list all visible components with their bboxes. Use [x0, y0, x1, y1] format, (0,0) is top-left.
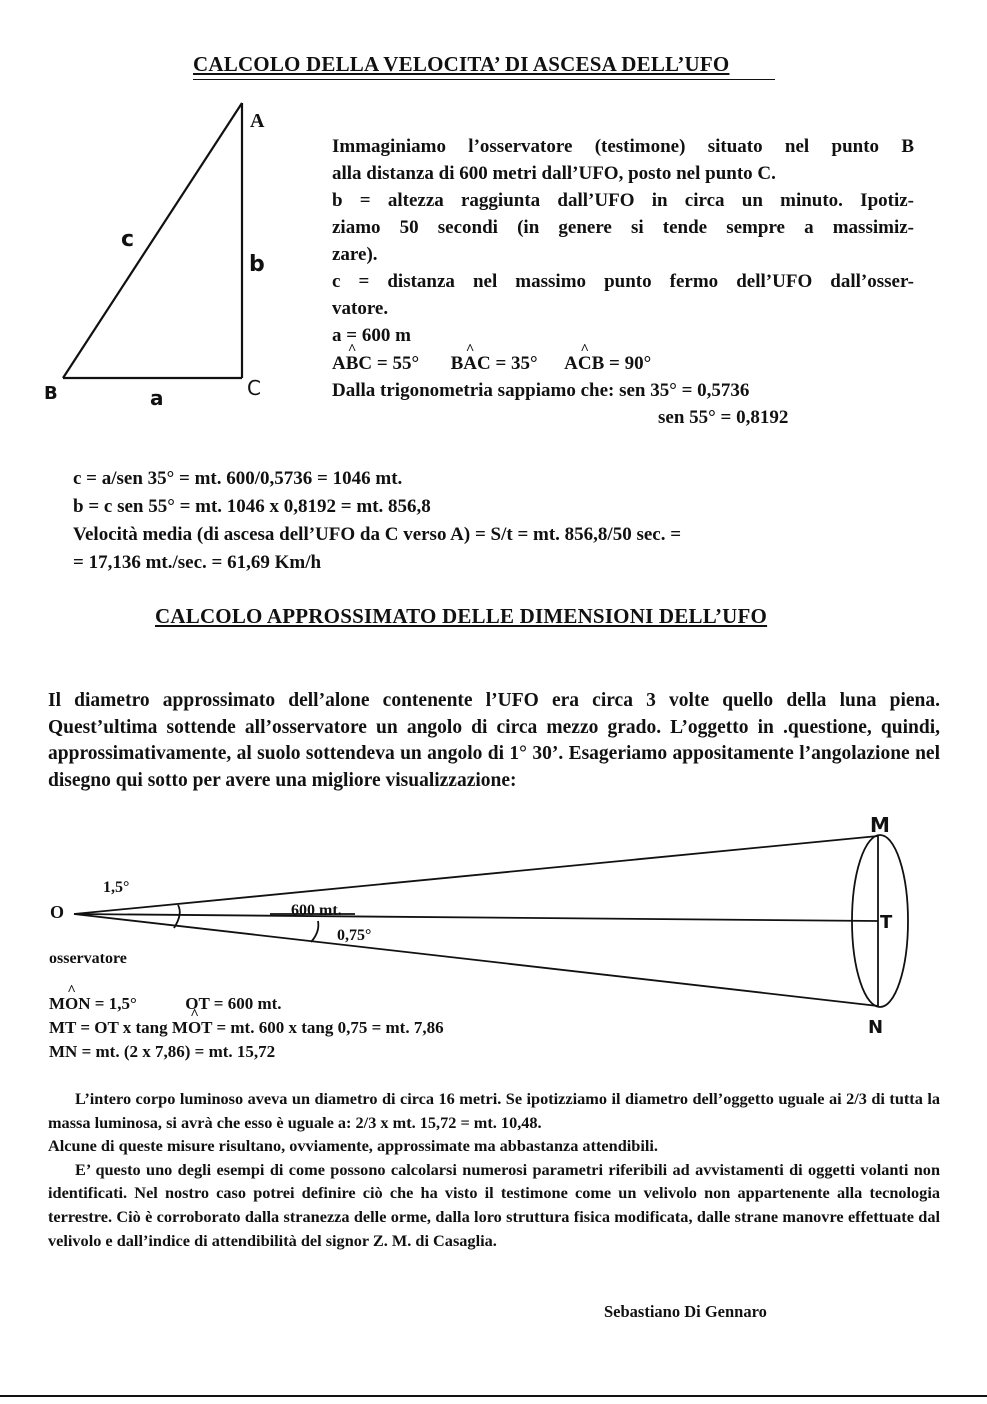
- formula-mon: M^ ON = 1,5° OT = 600 mt.: [49, 992, 444, 1016]
- point-o-label: O: [50, 902, 65, 922]
- closing-paragraph-1: L’intero corpo luminoso aveva un diametro di circa 16 metri. Se ipotizziamo il diametro dell’oggetto uguale ai 2/3 di tutta la massa luminosa, si avrà che esso è uguale a: 2/3 x mt. 15,72 = mt. 10,48.: [48, 1089, 940, 1132]
- vertex-a-label: A: [250, 110, 265, 132]
- bottom-border: [0, 1395, 987, 1397]
- calc-line: b = c sen 55° = mt. 1046 x 0,8192 = mt. 856,8: [73, 496, 431, 517]
- trig-line-2: sen 55° = 0,8192: [658, 407, 789, 428]
- side-a-label: a: [150, 386, 164, 410]
- text-line: c = distanza nel massimo punto fermo dell’UFO dall’osser-: [332, 271, 914, 292]
- point-t-label: T: [880, 912, 893, 933]
- formula-mt: MT = OT x tang M^ OT = mt. 600 x tang 0,75 = mt. 7,86: [49, 1016, 444, 1040]
- angle-abc: A^ BC = 55°: [332, 353, 419, 374]
- section-title-velocity: CALCOLO DELLA VELOCITA’ DI ASCESA DELL’UFO: [193, 52, 730, 76]
- formula-ot: OT = 600 mt.: [185, 994, 282, 1013]
- ray-om: [74, 836, 878, 914]
- trig-line-1: Dalla trigonometria sappiamo che: sen 35° = 0,5736: [332, 380, 750, 401]
- point-n-label: N: [868, 1017, 884, 1038]
- text-line: vatore.: [332, 298, 389, 319]
- closing-paragraph-3: E’ questo uno degli esempi di come possono calcolarsi numerosi parametri riferibili ad avvistamenti di oggetti volanti non identificati. Nel nostro caso potrei definire ciò che ha visto il testimone come un velivolo non appartenente alla tecnologia terrestre. Ciò è corroborato dalla stranezza delle orme, dalla loro struttura fisica modificata, dalle strane manovre effettuate dal velivolo e dall’indice di attendibilità del signor Z. M. di Casaglia.: [48, 1159, 940, 1250]
- calc-line: c = a/sen 35° = mt. 600/0,5736 = 1046 mt.: [73, 468, 403, 489]
- angle-bac: B^ AC = 35°: [451, 353, 538, 374]
- calc-line: = 17,136 mt./sec. = 61,69 Km/h: [73, 552, 322, 573]
- formula-mn: MN = mt. (2 x 7,86) = mt. 15,72: [49, 1042, 276, 1061]
- vertex-c-label: C: [247, 376, 261, 400]
- formula-block: [49, 992, 444, 1064]
- text-line: b = altezza raggiunta dall’UFO in circa un minuto. Ipotiz-: [332, 190, 914, 211]
- text-line: alla distanza di 600 metri dall’UFO, posto nel punto C.: [332, 163, 776, 184]
- side-c-label: c: [121, 227, 135, 252]
- angle-full-label: 1,5°: [103, 879, 130, 896]
- arc-half-angle: [311, 921, 318, 942]
- angle-acb: A^ CB = 90°: [564, 353, 651, 374]
- text-line: a = 600 m: [332, 325, 411, 346]
- intro-paragraph: Il diametro approssimato dell’alone contenente l’UFO era circa 3 volte quello della luna piena. Quest’ultima sottende all’osservatore un angolo di circa mezzo grado. L’oggetto in .questione, quindi, approssimativamente, al suolo sottendeva un angolo di 1° 30’. Esageriamo appositamente l’angolazione nel disegno qui sotto per avere una migliore visualizzazione:: [48, 690, 940, 791]
- section-title-dimensions: CALCOLO APPROSSIMATO DELLE DIMENSIONI DELL’UFO: [155, 604, 768, 628]
- signature: Sebastiano Di Gennaro: [604, 1302, 767, 1321]
- vertex-b-label: B: [44, 383, 58, 404]
- distance-label: 600 mt.: [291, 902, 342, 919]
- angle-half-label: 0,75°: [337, 927, 372, 944]
- side-b-label: b: [249, 252, 265, 277]
- closing-block: [48, 1087, 940, 1252]
- ray-ot: [74, 914, 878, 921]
- observer-label: osservatore: [49, 950, 127, 967]
- calc-line: Velocità media (di ascesa dell’UFO da C verso A) = S/t = mt. 856,8/50 sec. =: [73, 524, 682, 545]
- text-line: zare).: [332, 244, 378, 265]
- text-line: ziamo 50 secondi (in genere si tende sempre a massimiz-: [332, 217, 914, 238]
- closing-paragraph-2: Alcune di queste misure risultano, ovviamente, approssimate ma abbastanza attendibili.: [48, 1136, 658, 1156]
- text-line: Immaginiamo l’osservatore (testimone) situato nel punto B: [332, 136, 914, 157]
- arc-full-angle: [174, 905, 180, 928]
- point-m-label: M: [870, 813, 890, 837]
